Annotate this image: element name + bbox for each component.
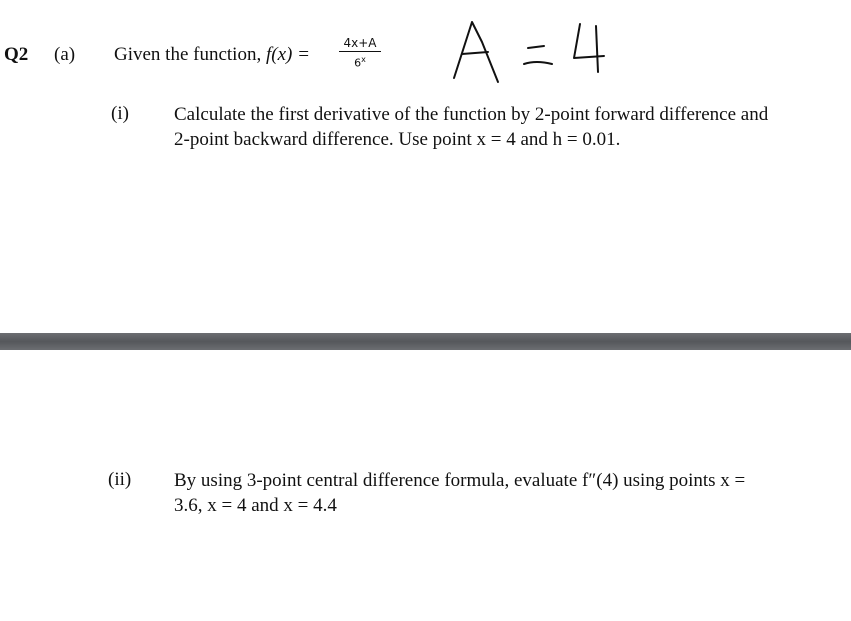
- sub-question-i-line-1: Calculate the first derivative of the function by 2-point forward difference and: [174, 104, 769, 125]
- sub-question-i-line-2: 2-point backward difference. Use point x = 4 and h = 0.01.: [174, 129, 621, 150]
- given-text: Given the function,: [114, 44, 262, 65]
- denominator-exponent: x: [361, 55, 366, 64]
- question-number: Q2: [4, 44, 29, 65]
- section-divider: [0, 333, 851, 350]
- fraction-denominator: [339, 53, 381, 70]
- sub-question-ii-line-2: 3.6, x = 4 and x = 4.4: [174, 495, 337, 516]
- given-statement: [114, 44, 310, 66]
- sub-question-ii-label: (ii): [108, 469, 132, 490]
- handwritten-note: [440, 12, 630, 92]
- function-lhs: f(x) =: [265, 44, 310, 65]
- function-fraction: [339, 36, 381, 70]
- part-label: (a): [54, 44, 76, 65]
- sub-question-i-label: (i): [111, 103, 129, 124]
- fraction-bar: [339, 51, 381, 52]
- sub-question-ii-line-1: By using 3-point central difference formula, evaluate f″(4) using points x =: [174, 470, 746, 491]
- denominator-base: 6: [354, 56, 362, 70]
- fraction-numerator: 4x+A: [343, 36, 377, 50]
